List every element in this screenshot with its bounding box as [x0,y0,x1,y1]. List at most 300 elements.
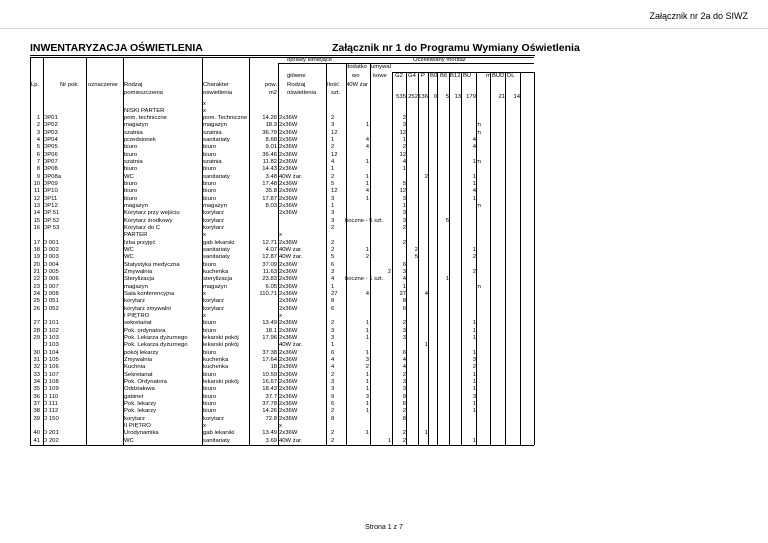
row-cell-dod: 1 [365,173,369,180]
row-cell-pow: 17.87 [262,195,277,202]
row-cell-lp: 40 [33,430,40,437]
grid-column-line [326,63,327,445]
header-b0: B0 [430,73,438,79]
row-cell-gl: 2x36W [279,122,298,129]
row-cell-pow: 37.78 [262,401,277,408]
header-m: m [486,73,491,79]
row-cell-rodzaj: WC [124,437,134,444]
row-cell-char: x [203,107,206,114]
row-cell-dod: 1 [365,320,369,327]
row-cell-il: 3 [331,195,335,202]
row-cell-pow: 14.43 [262,166,277,173]
row-cell-char: magazyn [203,203,227,210]
row-cell-g2: 2 [402,320,406,327]
row-cell-pow: 14.26 [262,408,277,415]
row-cell-rodzaj: pom. techniczne [124,115,167,122]
row-cell-il: 4 [331,357,335,364]
row-cell-nr: D 103 [43,342,59,349]
row-cell-lp: 41 [33,437,40,444]
row-cell-g2: 2 [402,239,406,246]
row-cell-g2: 1 [402,203,406,210]
row-cell-g2: 12 [399,188,406,195]
row-cell-bu: 1 [472,379,476,386]
row-cell-char: kuchenka [203,364,229,371]
row-cell-il: 6 [331,401,335,408]
row-cell-rodzaj: II PIĘTRO [124,423,151,430]
row-cell-pow: 18.1 [265,327,277,334]
row-cell-nr: D 108 [43,379,59,386]
row-cell-il: 2 [331,430,335,437]
row-cell-char: biuro [203,386,217,393]
row-cell-gl: 2x36W [279,320,298,327]
row-cell-nr: DP02 [43,122,58,129]
row-cell-rodzaj: Kuchnia [124,364,146,371]
row-cell-g2: 3 [402,335,406,342]
row-cell-il: 2 [331,115,335,122]
row-cell-il: 1 [331,283,335,290]
row-cell-g2: 6 [402,261,406,268]
row-cell-pow: 17.64 [262,357,277,364]
total-bud: 21 [498,94,505,100]
row-cell-g2: 3 [402,195,406,202]
row-cell-char: biuro [203,144,217,151]
row-cell-rodzaj: magazyn [124,122,148,129]
row-cell-lp: 3 [36,129,40,136]
row-cell-lp: 8 [36,166,40,173]
row-cell-rodzaj: Sekretariat [124,371,153,378]
row-cell-rodzaj: Oddziałowa [124,386,155,393]
row-cell-dod: 1 [365,195,369,202]
row-cell-lp: 25 [33,298,40,305]
row-cell-gl: 2x36W [279,291,298,298]
header-rodzaj: Rodzaj [124,82,143,88]
row-cell-gl: 2x36W [279,371,298,378]
row-cell-char: sanitariaty [203,173,230,180]
row-cell-lp: 19 [33,254,40,261]
row-cell-lp: 16 [33,225,40,232]
row-cell-gl: x [279,423,282,430]
row-cell-rodzaj: gabinet [124,393,144,400]
row-cell-rodzaj: sekretariat [124,320,152,327]
header-p: P [421,73,425,79]
row-cell-char: x [203,291,206,298]
grid-column-line [202,57,203,445]
header-m2: m2 [268,90,277,96]
row-cell-b6: 5 [445,217,449,224]
row-cell-gl: 2x36W [279,379,298,386]
row-cell-char: sterylizacja [203,276,233,283]
row-cell-rodzaj: Sala konferencyjna [124,291,175,298]
row-cell-nr: D 201 [43,430,59,437]
row-cell-dod: 4 [365,188,369,195]
row-cell-char: biuro [203,401,217,408]
row-cell-dod: 3 [365,393,369,400]
row-cell-rodzaj: biuro [124,188,138,195]
row-cell-gl: 40W żar. [279,437,303,444]
row-cell-char: biuro [203,151,217,158]
row-cell-lp: 31 [33,357,40,364]
header-oswietlenia: oświetlenia [203,90,233,96]
row-cell-rodzaj: Pok. Ordynatora [124,379,167,386]
row-cell-il: 1 [331,137,335,144]
row-cell-pow: 11.82 [262,159,277,166]
row-cell-nr: D 112 [43,408,59,415]
header-nr-pok: Nr pok. [60,82,79,88]
row-cell-nr: DP04 [43,137,58,144]
row-cell-gl: 2x36W [279,298,298,305]
row-cell-rodzaj: korytarz [124,415,145,422]
row-cell-g4: 2 [414,247,418,254]
row-cell-dod: 1 [365,386,369,393]
row-cell-bu: 1 [472,349,476,356]
row-cell-g2: 3 [402,379,406,386]
row-cell-lp: 22 [33,276,40,283]
row-cell-dod: 2 [365,254,369,261]
row-cell-il: 3 [331,210,335,217]
row-cell-il: 6 [331,305,335,312]
row-cell-bu: 1 [472,408,476,415]
row-cell-lp: 36 [33,393,40,400]
header-szt: szt. [331,90,341,96]
row-cell-rodzaj: WC [124,173,134,180]
grid-column-line [123,57,124,445]
row-cell-char: lekarski pokój [203,342,239,349]
row-cell-rodzaj: magazyn [124,283,148,290]
total-b0: 0 [433,94,437,100]
grid-column-line [520,72,521,445]
row-cell-dod: boczne - 1 szt. [345,276,384,283]
grid-column-line [278,63,279,445]
row-cell-il: 3 [331,335,335,342]
row-cell-dod: 1 [365,181,369,188]
row-cell-g2: 3 [402,122,406,129]
page-footer: Strona 1 z 7 [365,524,403,531]
row-cell-pow: 8.03 [265,203,277,210]
row-cell-nr: D 002 [43,247,59,254]
row-cell-dod: 4 [365,291,369,298]
group-expected-label: Oczekiwany montaż [413,57,466,63]
header-bud: BUD [492,73,505,79]
row-cell-lp: 24 [33,291,40,298]
row-cell-dod: boczne - 5 szt. [345,217,384,224]
row-cell-bu: 4 [472,188,476,195]
row-cell-gl: 40W żar. [279,342,303,349]
row-cell-g2: 2 [402,115,406,122]
row-cell-pow: 3.69 [265,437,277,444]
row-cell-g2: 4 [402,276,406,283]
row-cell-g2: 1 [402,283,406,290]
row-cell-char: korytarz [203,225,224,232]
row-cell-il: 3 [331,379,335,386]
row-cell-p: 2 [424,173,428,180]
row-cell-rodzaj: szatnia [124,159,143,166]
row-cell-nr: DP 53 [43,225,60,232]
row-cell-char: korytarz [203,217,224,224]
row-cell-g2: 6 [402,401,406,408]
row-cell-char: magazyn [203,122,227,129]
row-cell-rodzaj: PARTER [124,232,148,239]
row-cell-dod: 1 [365,247,369,254]
row-cell-rodzaj: Pok. Lekarza dyżurnego [124,335,188,342]
row-cell-char: kuchenka [203,357,229,364]
row-cell-lp: 7 [36,159,40,166]
row-cell-rodzaj: Korytarz do C [124,225,161,232]
row-cell-pow: 9.01 [265,144,277,151]
row-cell-m: m [476,283,481,290]
row-cell-rodzaj: I PIĘTRO [124,313,150,320]
grid-column-line [392,72,393,445]
row-cell-nr: DP09 [43,181,58,188]
row-cell-pow: 23.83 [262,276,277,283]
row-cell-dod: 2 [365,364,369,371]
row-cell-char: biuro [203,261,217,268]
header-dl: DL [507,73,515,79]
row-cell-lp: 39 [33,415,40,422]
row-cell-nr: D 001 [43,239,59,246]
row-cell-il: 5 [331,181,335,188]
grid-column-line [505,72,506,445]
row-cell-gl: 40W żar. [279,247,303,254]
row-cell-dod: 1 [365,430,369,437]
header-oswietlenia-2: oświetlenia [287,90,317,96]
row-cell-m: m [476,159,481,166]
row-cell-lp: 13 [33,203,40,210]
row-cell-p: 1 [424,430,428,437]
row-cell-lp: 12 [33,195,40,202]
row-cell-rodzaj: szatnia [124,129,143,136]
row-cell-char: lekarski pokój [203,379,239,386]
row-cell-g2: 2 [402,225,406,232]
row-cell-rodzaj: magazyn [124,203,148,210]
row-cell-p: 4 [424,291,428,298]
header-rodzaj-2: Rodzaj [287,82,306,88]
row-cell-pow: 110.71 [259,291,277,298]
row-cell-il: 1 [331,342,335,349]
row-cell-pow: 37.38 [262,349,277,356]
row-cell-gl: 40W żar. [279,254,303,261]
row-cell-rodzaj: Pok. lekarzy [124,408,157,415]
row-cell-char: biuro [203,327,217,334]
row-cell-nr: DP 52 [43,217,60,224]
row-cell-nr: D 107 [43,371,59,378]
row-cell-lp: 9 [36,173,40,180]
row-cell-m: m [476,129,481,136]
row-cell-nr: D 101 [43,320,59,327]
row-cell-pow: 17.96 [262,335,277,342]
row-cell-lp: 4 [36,137,40,144]
grid-column-line [418,72,419,445]
row-cell-pow: 17.48 [262,181,277,188]
row-cell-gl: 2x36W [279,203,298,210]
row-cell-il: 4 [331,159,335,166]
row-cell-il: 2 [331,371,335,378]
row-cell-char: korytarz [203,415,224,422]
row-cell-rodzaj: Urodynamika [124,430,159,437]
header-ilosc: Ilość [327,82,340,88]
row-cell-nr: D 003 [43,254,59,261]
row-cell-gl: 2x36W [279,327,298,334]
row-cell-il: 3 [331,386,335,393]
row-cell-b6: 1 [445,276,449,283]
header-g2: G2 [395,73,403,79]
row-cell-nr: D 102 [43,327,59,334]
row-cell-rodzaj: Zmywalnia [124,357,153,364]
row-cell-g2: 4 [402,364,406,371]
row-cell-pow: 16.67 [262,379,277,386]
row-cell-nr: DP12 [43,203,58,210]
row-cell-bu: 4 [472,144,476,151]
row-cell-gl: x [279,313,282,320]
row-cell-nr: DP10 [43,188,58,195]
row-cell-il: 3 [331,217,335,224]
row-cell-lp: 5 [36,144,40,151]
row-cell-gl: 2x36W [279,210,298,217]
row-cell-rodzaj: przedsionek [124,137,156,144]
row-cell-g2: 27 [399,291,406,298]
row-cell-pow: 13.49 [262,320,277,327]
row-cell-gl: 2x36W [279,144,298,151]
row-cell-il: 6 [331,261,335,268]
row-cell-char: sanitariaty [203,137,230,144]
row-cell-nr: DP08a [43,173,62,180]
row-cell-gl: 2x36W [279,159,298,166]
row-cell-char: x [203,232,206,239]
row-cell-bu: 1 [472,371,476,378]
row-cell-char: biuro [203,408,217,415]
row-cell-nr: D 006 [43,276,59,283]
row-cell-rodzaj: Pok. ordynatora [124,327,166,334]
row-cell-rodzaj: Korytarz środkowy [124,217,173,224]
grid-column-line [428,72,429,445]
row-cell-rodzaj: NISKI PARTER [124,107,165,114]
row-cell-char: pom. Techniczne [203,115,248,122]
row-cell-nr: DP08 [43,166,58,173]
row-cell-rodzaj: biuro [124,195,138,202]
row-cell-dod: 1 [365,408,369,415]
row-cell-dod: 1 [365,349,369,356]
row-cell-g2: 4 [402,159,406,166]
row-cell-g2: 2 [402,430,406,437]
row-cell-bu: 1 [472,195,476,202]
row-cell-g2: 8 [402,298,406,305]
row-cell-pow: 14.26 [262,115,277,122]
row-cell-bu: 1 [472,401,476,408]
total-b12: 13 [454,94,461,100]
header-divider [0,28,768,29]
row-cell-char: sanitariaty [203,247,230,254]
row-cell-char: sanitariaty [203,437,230,444]
row-cell-pow: 37.09 [262,261,277,268]
row-cell-dod: 3 [365,357,369,364]
row-cell-il: 2 [331,247,335,254]
row-cell-m: m [476,122,481,129]
row-cell-char: x [203,423,206,430]
row-cell-il: 6 [331,349,335,356]
row-cell-nr: D 005 [43,269,59,276]
total-g4: 252 [408,94,418,100]
row-cell-char: szatnia [203,159,222,166]
row-cell-il: 2 [331,173,335,180]
row-cell-nr: D 110 [43,393,59,400]
row-cell-nr: D 008 [43,291,59,298]
row-cell-pow: 18.3 [265,122,277,129]
row-cell-il: 12 [331,129,338,136]
group-existing-label: oprawy istniejące [287,57,333,63]
row-cell-nr: DP07 [43,159,58,166]
row-cell-dod: 4 [365,137,369,144]
program-title: Załącznik nr 1 do Programu Wymiany Oświetlenia [332,42,580,54]
row-cell-bu: 3 [472,393,476,400]
row-cell-nr: D 105 [43,357,59,364]
row-cell-g2: 1 [402,137,406,144]
row-cell-g2: 12 [399,151,406,158]
row-cell-gl: 2x36W [279,349,298,356]
row-cell-g2: 3 [402,210,406,217]
grid-column-line [476,72,477,445]
row-cell-pow: 72.8 [265,415,277,422]
row-cell-lp: 15 [33,217,40,224]
row-cell-pow: 3.48 [265,173,277,180]
row-cell-gl: 2x36W [279,181,298,188]
row-cell-lp: 30 [33,349,40,356]
row-cell-g2: 2 [402,408,406,415]
row-cell-rodzaj: Statystyka medyczna [124,261,180,268]
row-cell-bu: 1 [472,335,476,342]
row-cell-lp: 14 [33,210,40,217]
row-cell-nr: D 202 [43,437,59,444]
row-cell-nr: DP01 [43,115,58,122]
row-cell-char: szatnia [203,129,222,136]
row-cell-pow: 12.71 [262,239,277,246]
row-cell-nr: D 150 [43,415,59,422]
row-cell-lp: 20 [33,261,40,268]
row-cell-lp: 37 [33,401,40,408]
row-cell-g2: 1 [402,166,406,173]
row-cell-il: 27 [331,291,338,298]
row-cell-char: x [203,100,206,107]
row-cell-g4: 5 [414,254,418,261]
header-umywal-2: kowe [373,73,387,79]
header-b6: B6 [440,73,448,79]
row-cell-gl: 2x36W [279,188,298,195]
row-cell-dod: 1 [365,371,369,378]
row-cell-bu: 1 [472,247,476,254]
row-cell-bu: 2 [472,364,476,371]
row-cell-gl: 2x36W [279,408,298,415]
row-cell-nr: D 104 [43,349,59,356]
row-cell-g2: 9 [402,393,406,400]
row-cell-nr: D 051 [43,298,59,305]
row-cell-il: 3 [331,122,335,129]
row-cell-nr: DP 51 [43,210,60,217]
row-cell-gl: 2x36W [279,137,298,144]
row-cell-g2: 3 [402,386,406,393]
row-cell-bu: 2 [472,254,476,261]
row-cell-nr: D 004 [43,261,59,268]
row-cell-gl: 2x36W [279,129,298,136]
header-glowne: główne [287,73,306,79]
row-cell-lp: 27 [33,320,40,327]
row-cell-nr: D 052 [43,305,59,312]
row-cell-bu: 2 [472,269,476,276]
row-cell-g2: 8 [402,415,406,422]
row-cell-bu: 4 [472,137,476,144]
grid-column-line [461,72,462,445]
row-cell-gl: 2x36W [279,269,298,276]
row-cell-g2: 3 [402,217,406,224]
grid-column-line [346,63,347,445]
header-bu: BU [463,73,472,79]
